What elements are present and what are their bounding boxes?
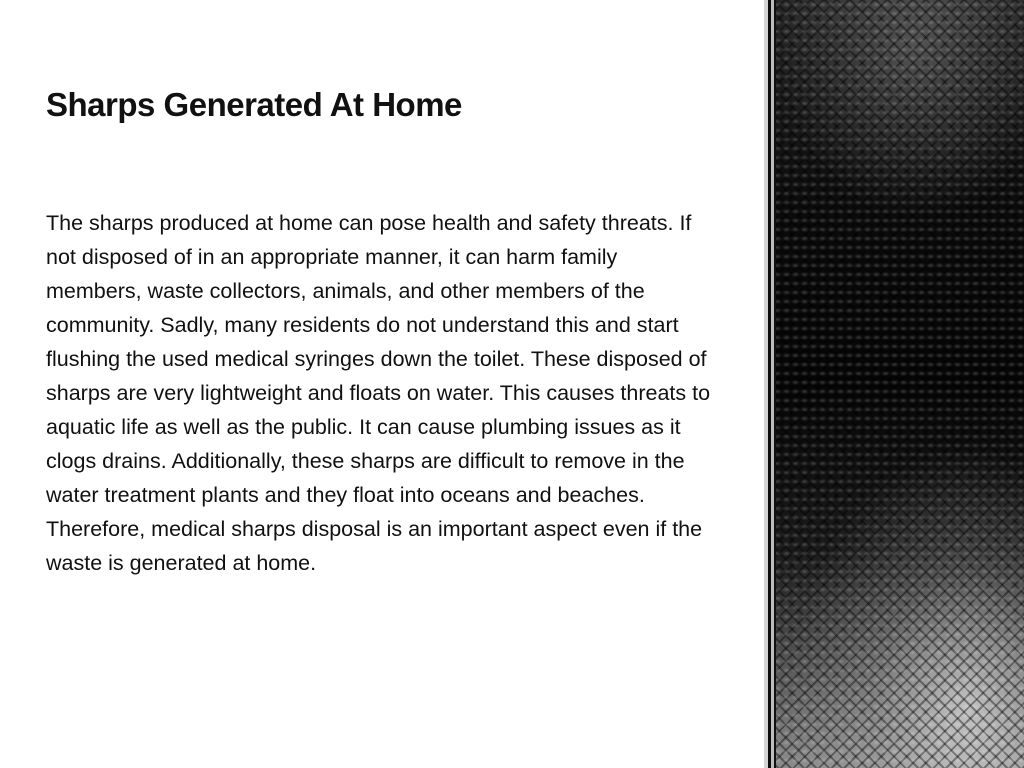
- panel-edge-stripe: [774, 0, 776, 768]
- carbon-weave-texture: [764, 0, 1024, 768]
- slide-title: Sharps Generated At Home: [46, 86, 462, 123]
- carbon-fiber-decorative-panel: [764, 0, 1024, 768]
- slide-body-text: The sharps produced at home can pose health and safety threats. If not disposed of in an appropriate manner, it can harm family members, waste collectors, animals, and other members of the community. Sadly, many residents do not understand this and start flushing the used medical syringes down the toilet. These disposed of sharps are very lightweight and floats on water. This causes threats to aquatic life as well as the public. It can cause plumbing issues as it clogs drains. Additionally, these sharps are difficult to remove in the water treatment plants and they float into oceans and beaches. Therefore, medical sharps disposal is an important aspect even if the waste is generated at home.: [46, 211, 711, 575]
